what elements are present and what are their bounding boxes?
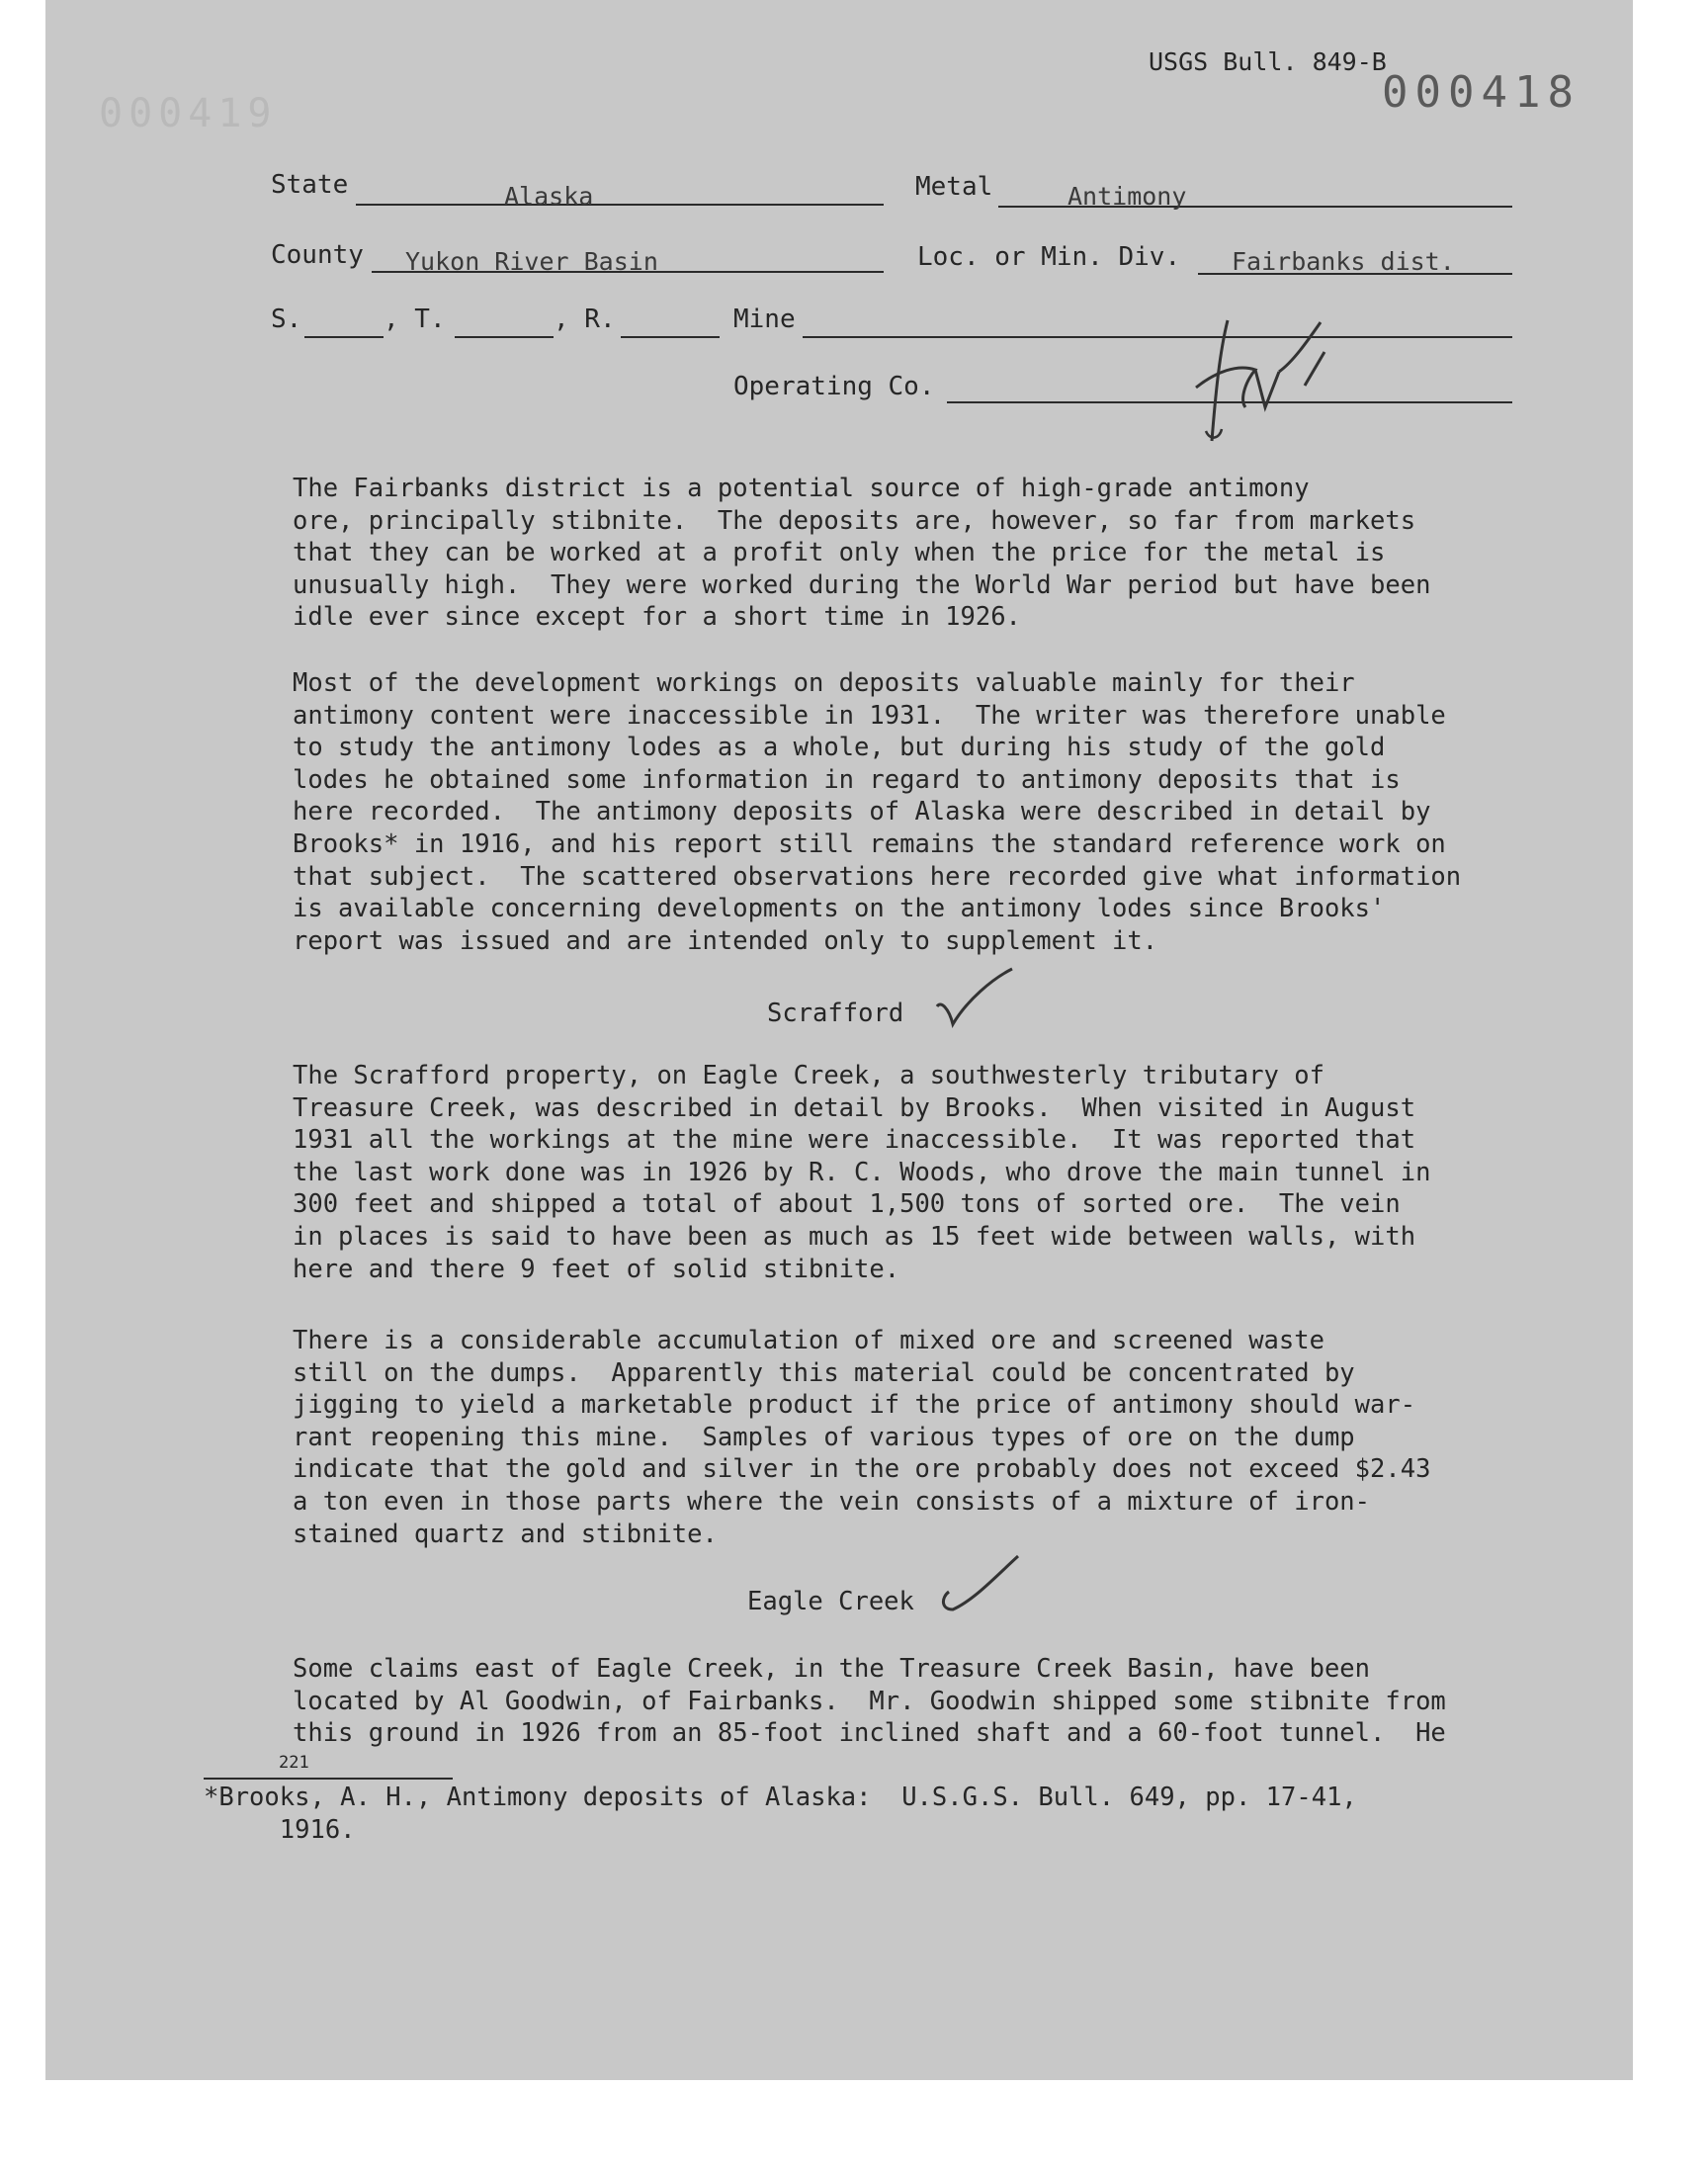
loc-label: Loc. or Min. Div.: [917, 242, 1181, 272]
handwritten-checkmark: [935, 1552, 1024, 1621]
mine-label: Mine: [733, 304, 796, 334]
range-field-line: [621, 336, 720, 338]
ghost-stamp-number: 000419: [99, 91, 278, 136]
paragraph-scrafford: The Scrafford property, on Eagle Creek, a southwesterly tributary of Treasure Creek, was described in detail by Brooks. When visited in August 1931 all the workings at the mine were inaccessible. It was reported that the last work done was in 1926 by R. C. Woods, who drove the main tunnel in 300 feet and shipped a total of about 1,500 tons of sorted ore. The vein in places is said to have been as much as 15 feet wide between walls, with here and there 9 feet of solid stibnite.: [293, 1061, 1431, 1284]
county-value: Yukon River Basin: [405, 247, 658, 276]
loc-value: Fairbanks dist.: [1232, 247, 1455, 276]
paragraph-development: Most of the development workings on deposits valuable mainly for their antimony content were inaccessible in 1931. The writer was therefore unable to study the antimony lodes as a whole, but during his study of the gold lodes he obtained some information in regard to antimony deposits that is here recorded. The antimony deposits of Alaska were described in detail by Brooks* in 1916, and his report still remains the standard reference work on that subject. The scattered observations here recorded give what information is available concerning developments on the antimony lodes since Brooks' report was issued and are intended only to supplement it.: [293, 668, 1462, 956]
heading-scrafford: Scrafford: [767, 999, 904, 1028]
state-field-line: [356, 204, 884, 206]
stamp-number: 000418: [1382, 67, 1580, 118]
township-field-line: [455, 336, 554, 338]
handwritten-initials: [1176, 312, 1344, 451]
township-label: , T.: [384, 304, 446, 334]
section-label: S.: [271, 304, 302, 334]
metal-label: Metal: [915, 172, 993, 202]
operating-co-label: Operating Co.: [733, 372, 935, 401]
heading-eagle-creek: Eagle Creek: [747, 1587, 914, 1616]
footnote-rule: [204, 1778, 453, 1780]
state-value: Alaska: [504, 182, 594, 211]
paragraph-intro: The Fairbanks district is a potential source of high-grade antimony ore, principally stibnite. The deposits are, however, so far from markets that they can be worked at a profit only when the price for the metal is unusually high. They were worked during the World War period but have been idle ever since except for a short time in 1926.: [293, 474, 1431, 633]
state-label: State: [271, 170, 349, 200]
paragraph-eagle-creek: Some claims east of Eagle Creek, in the Treasure Creek Basin, have been located by Al Goodwin, of Fairbanks. Mr. Goodwin shipped some stibnite from this ground in 1926 from an 85-foot inclined shaft and a 60-foot tunnel. He: [293, 1654, 1446, 1749]
paragraph-dumps: There is a considerable accumulation of mixed ore and screened waste still on the dumps. Apparently this material could be concentrated by jigging to yield a marketable product if the price of antimony should war- rant reopening this mine. Samples of various types of ore on the dump indicate that the gold and silver in the ore probably does not exceed $2.43 a ton even in those parts where the vein consists of a mixture of iron- stained quartz and stibnite.: [293, 1326, 1431, 1549]
range-label: , R.: [554, 304, 616, 334]
metal-value: Antimony: [1068, 182, 1187, 211]
section-field-line: [304, 336, 384, 338]
page-number: 221: [279, 1753, 309, 1773]
mine-field-line: [803, 336, 1512, 338]
county-label: County: [271, 240, 364, 270]
bulletin-reference: USGS Bull. 849-B: [1149, 47, 1387, 76]
footnote-text: *Brooks, A. H., Antimony deposits of Alaska: U.S.G.S. Bull. 649, pp. 17-41, 1916.: [204, 1783, 1357, 1845]
handwritten-checkmark: [931, 965, 1020, 1034]
